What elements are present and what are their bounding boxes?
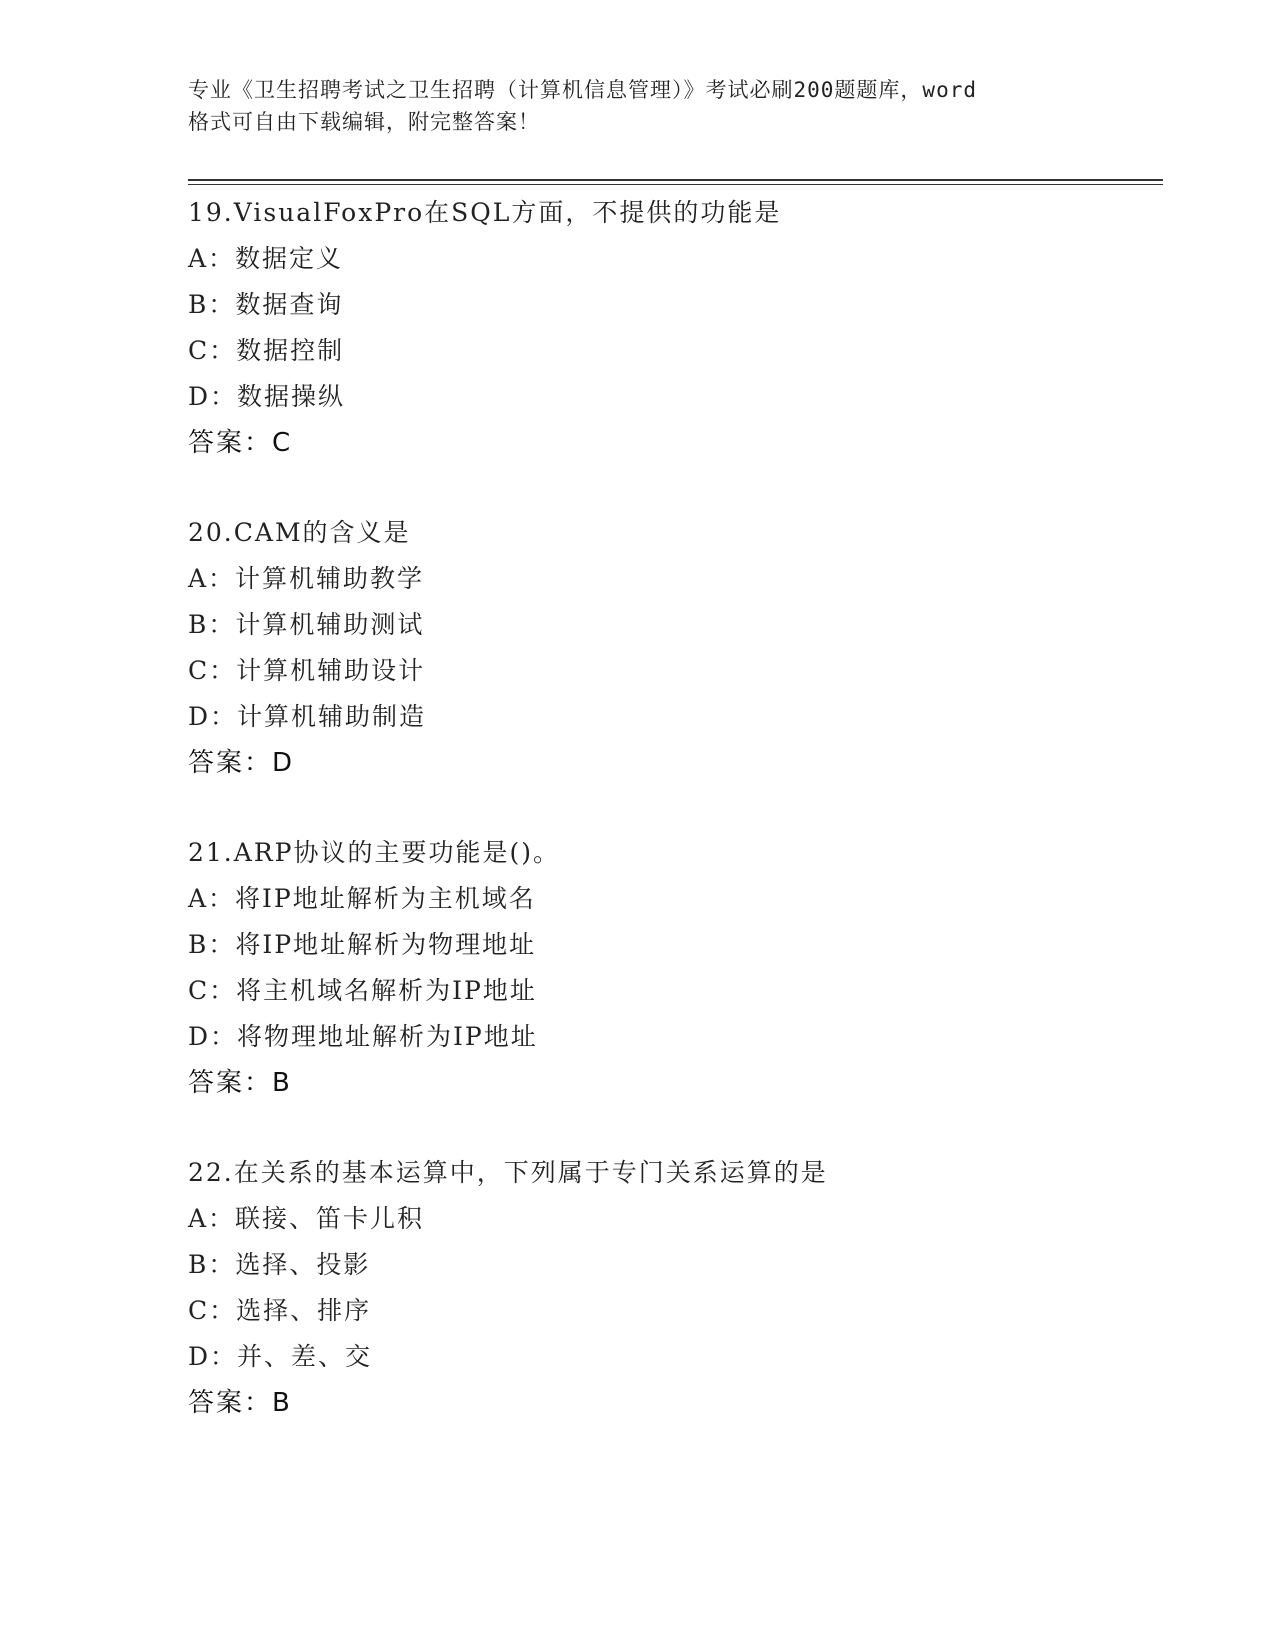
answer-line: 答案：C bbox=[188, 428, 293, 458]
question-item bbox=[188, 830, 1163, 1106]
option-c: C：选择、排序 bbox=[188, 1296, 372, 1325]
option-b: B：数据查询 bbox=[188, 290, 344, 319]
header-line-1: 专业《卫生招聘考试之卫生招聘（计算机信息管理）》考试必刷200题题库，word bbox=[188, 78, 977, 102]
option-d: D：计算机辅助制造 bbox=[188, 702, 427, 731]
question-list bbox=[188, 190, 1163, 1470]
option-a: A：计算机辅助教学 bbox=[188, 564, 425, 593]
option-a: A：数据定义 bbox=[188, 244, 344, 273]
header-line-2: 格式可自由下载编辑，附完整答案！ bbox=[188, 110, 540, 134]
option-c: C：将主机域名解析为IP地址 bbox=[188, 976, 537, 1005]
answer-line: 答案：B bbox=[188, 1068, 292, 1098]
option-d: D：将物理地址解析为IP地址 bbox=[188, 1022, 538, 1051]
option-a: A：将IP地址解析为主机域名 bbox=[188, 884, 536, 913]
option-b: B：选择、投影 bbox=[188, 1250, 371, 1279]
option-b: B：计算机辅助测试 bbox=[188, 610, 425, 639]
question-item bbox=[188, 510, 1163, 786]
question-stem: 19.VisualFoxPro在SQL方面，不提供的功能是 bbox=[188, 198, 782, 227]
document-header bbox=[188, 74, 1088, 138]
question-stem: 20.CAM的含义是 bbox=[188, 518, 411, 547]
option-d: D：数据操纵 bbox=[188, 382, 346, 411]
question-stem: 21.ARP协议的主要功能是()。 bbox=[188, 838, 560, 867]
option-a: A：联接、笛卡儿积 bbox=[188, 1204, 425, 1233]
option-c: C：数据控制 bbox=[188, 336, 345, 365]
answer-line: 答案：B bbox=[188, 1388, 292, 1418]
answer-line: 答案：D bbox=[188, 748, 295, 778]
question-item bbox=[188, 190, 1163, 466]
header-divider-thick bbox=[188, 179, 1163, 181]
header-divider-thin bbox=[188, 184, 1163, 185]
question-item bbox=[188, 1150, 1163, 1426]
option-d: D：并、差、交 bbox=[188, 1342, 373, 1371]
question-stem: 22.在关系的基本运算中，下列属于专门关系运算的是 bbox=[188, 1158, 828, 1187]
option-c: C：计算机辅助设计 bbox=[188, 656, 426, 685]
option-b: B：将IP地址解析为物理地址 bbox=[188, 930, 537, 959]
